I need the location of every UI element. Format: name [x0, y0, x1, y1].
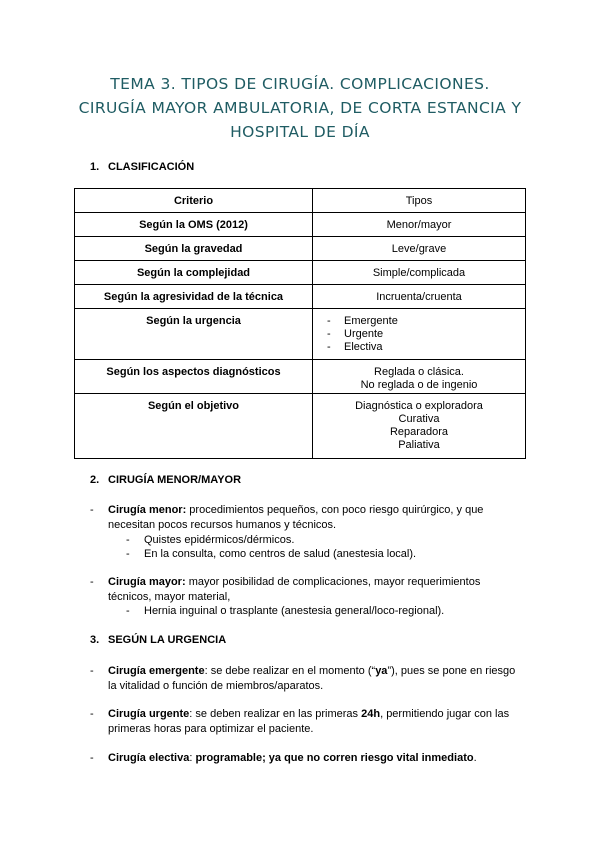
cirugia-emergente-paragraph: Cirugía emergente: se debe realizar en el momento (“ya”), pues se pone en riesgo la vitalidad o función de miembros/aparatos.	[108, 665, 516, 692]
row-tipos-list: Reglada o clásica. No reglada o de ingenio	[360, 366, 478, 391]
row-criterio: Según los aspectos diagnósticos	[106, 366, 281, 378]
bullet: -	[90, 576, 94, 588]
list-item: - Urgente	[327, 328, 384, 340]
section-2-heading: 2. CIRUGÍA MENOR/MAYOR	[90, 474, 242, 486]
bullet: -	[90, 504, 94, 516]
row-tipo: Menor/mayor	[386, 219, 452, 231]
row-criterio: Según la urgencia	[146, 315, 241, 327]
table-header-row	[75, 189, 526, 213]
cirugia-mayor-paragraph: Cirugía mayor: mayor posibilidad de complicaciones, mayor requerimientos técnicos, mayor material,	[108, 576, 481, 603]
section-1-heading	[90, 161, 194, 173]
header-criterio: Criterio	[75, 189, 313, 213]
table-row	[75, 213, 526, 237]
row-criterio: Según la gravedad	[144, 243, 243, 255]
table-row	[75, 309, 526, 360]
table-row	[75, 261, 526, 285]
row-tipos-list: Diagnóstica o exploradora Curativa Reparadora Paliativa	[355, 400, 483, 451]
row-tipo: Incruenta/cruenta	[376, 291, 462, 303]
title-line-3: HOSPITAL DE DÍA	[230, 123, 370, 141]
title-line-2: CIRUGÍA MAYOR AMBULATORIA, DE CORTA ESTANCIA Y	[78, 99, 522, 117]
list-item: - Electiva	[327, 341, 383, 353]
section-1-title: CLASIFICACIÓN	[108, 161, 195, 173]
list-item: - Emergente	[327, 315, 398, 327]
row-tipos-list	[313, 309, 525, 354]
section-3-heading: 3. SEGÚN LA URGENCIA	[90, 634, 227, 646]
bullet: -	[90, 708, 94, 720]
section-2-title: CIRUGÍA MENOR/MAYOR	[108, 474, 242, 486]
row-criterio: Según la OMS (2012)	[139, 219, 248, 231]
section-3-title: SEGÚN LA URGENCIA	[108, 634, 227, 646]
cirugia-menor-paragraph: Cirugía menor: procedimientos pequeños, con poco riesgo quirúrgico, y que necesitan pocos recursos humanos y técnicos.	[108, 504, 484, 531]
header-tipos: Tipos	[313, 189, 526, 213]
title-line-1: TEMA 3. TIPOS DE CIRUGÍA. COMPLICACIONES.	[110, 75, 490, 93]
bullet: -	[90, 665, 94, 677]
list-item: - En la consulta, como centros de salud (anestesia local).	[126, 548, 417, 560]
row-tipo: Simple/complicada	[372, 267, 466, 279]
row-criterio: Según el objetivo	[147, 400, 240, 412]
classification-table	[74, 188, 526, 459]
cirugia-electiva-paragraph: Cirugía electiva: programable; ya que no corren riesgo vital inmediato.	[108, 752, 477, 764]
row-criterio: Según la agresividad de la técnica	[103, 291, 284, 303]
row-criterio: Según la complejidad	[136, 267, 251, 279]
list-item: - Hernia inguinal o trasplante (anestesia general/loco-regional).	[126, 605, 445, 617]
table-row	[75, 285, 526, 309]
table-row	[75, 237, 526, 261]
table-row	[75, 394, 526, 459]
bullet: -	[90, 752, 94, 764]
cirugia-urgente-paragraph: Cirugía urgente: se deben realizar en las primeras 24h, permitiendo jugar con las primeras horas para optimizar el paciente.	[108, 708, 510, 735]
section-1-number: 1.	[90, 161, 100, 173]
list-item: - Quistes epidérmicos/dérmicos.	[126, 534, 295, 546]
row-tipo: Leve/grave	[391, 243, 447, 255]
table-row	[75, 360, 526, 394]
